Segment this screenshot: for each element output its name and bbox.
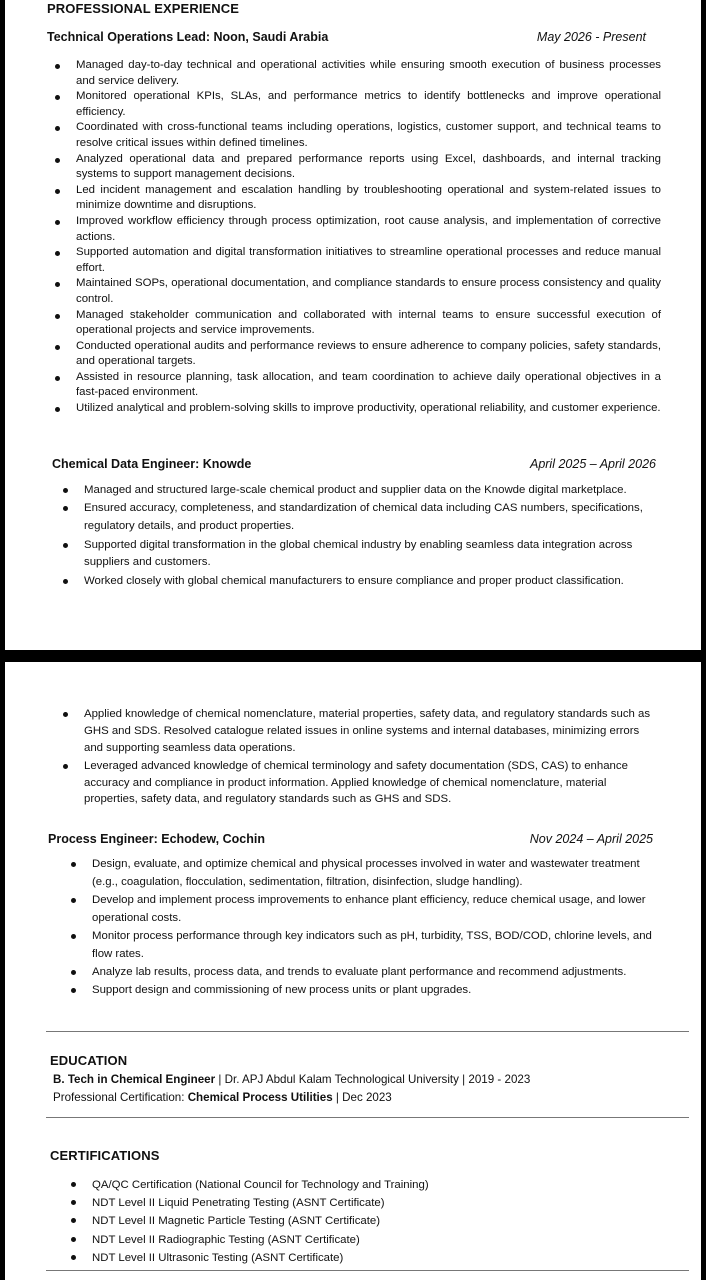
list-item (92, 892, 662, 928)
job-bullets-echodew (92, 856, 662, 1000)
job-title-noon: Technical Operations Lead: Noon, Saudi Arabia (47, 30, 329, 44)
bullet-icon (55, 251, 60, 256)
bullet-icon (55, 345, 60, 350)
bullet-text: Managed and structured large-scale chemical product and supplier data on the Knowde digital marketplace. (84, 484, 627, 496)
certification-text: NDT Level II Liquid Penetrating Testing (ASNT Certificate) (92, 1197, 385, 1210)
bullet-icon (63, 543, 68, 548)
divider (46, 1117, 689, 1118)
resume-page-2 (5, 662, 701, 1280)
list-item (76, 370, 661, 401)
bullet-text: Managed stakeholder communication and collaborated with internal teams to ensure successful execution of operational projects and service improvements. (76, 308, 661, 337)
bullet-text: Maintained SOPs, operational documentation, and compliance standards to ensure process consistency and quality control. (76, 277, 661, 305)
bullet-text: Worked closely with global chemical manufacturers to ensure compliance and proper product classification. (84, 574, 624, 587)
list-item (84, 573, 654, 591)
bullet-icon (63, 488, 68, 493)
list-item (84, 758, 659, 808)
bullet-icon (71, 1218, 76, 1223)
bullet-text: Applied knowledge of chemical nomenclature, material properties, safety data, and regulatory standards such as GHS and SDS. Resolved catalogue related issues in online systems and internal databases, minimizing errors and supporting seamless data operations. (84, 708, 651, 754)
list-item (84, 500, 654, 536)
bullet-icon (55, 314, 60, 319)
list-item (84, 706, 659, 756)
divider (46, 1270, 689, 1271)
certification-text: QA/QC Certification (National Council for Technology and Training) (92, 1179, 429, 1191)
certification-text: NDT Level II Radiographic Testing (ASNT Certificate) (92, 1233, 360, 1246)
job-date-noon: May 2026 - Present (536, 30, 646, 44)
bullet-text: Assisted in resource planning, task allocation, and team coordination to achieve daily operational objectives in a fast-paced environment. (76, 370, 661, 399)
certifications-list (92, 1176, 592, 1267)
bullet-icon (71, 862, 76, 867)
bullet-icon (55, 64, 60, 69)
bullet-text: Ensured accuracy, completeness, and standardization of chemical data including CAS numbers, specifications, regulatory details, and product properties. (84, 502, 643, 533)
list-item (76, 308, 661, 339)
list-item (76, 89, 661, 120)
list-item (76, 401, 661, 417)
bullet-icon (55, 126, 60, 131)
bullet-icon (55, 158, 60, 163)
education-certification-line (53, 1091, 392, 1104)
bullet-icon (55, 282, 60, 287)
list-item (76, 276, 661, 307)
list-item (76, 339, 661, 370)
job-bullets-knowde-continued (84, 706, 659, 810)
list-item (76, 245, 661, 276)
certification-name: Chemical Process Utilities (187, 1091, 333, 1104)
bullet-icon (71, 988, 76, 993)
list-item (76, 58, 661, 89)
education-degree-line (53, 1073, 530, 1086)
section-heading-experience: PROFESSIONAL EXPERIENCE (47, 1, 240, 16)
bullet-icon (55, 220, 60, 225)
bullet-text: Analyzed operational data and prepared performance reports using Excel, dashboards, and internal tracking systems to support management decisions. (76, 152, 661, 181)
certification-text: NDT Level II Magnetic Particle Testing (ASNT Certificate) (92, 1215, 381, 1228)
list-item (92, 856, 662, 892)
bullet-text: Develop and implement process improvements to enhance plant efficiency, reduce chemical usage, and lower operational costs. (92, 893, 646, 924)
certification-prefix: Professional Certification: (53, 1091, 188, 1104)
certification-text: NDT Level II Ultrasonic Testing (ASNT Certificate) (92, 1251, 344, 1264)
bullet-text: Utilized analytical and problem-solving skills to improve productivity, operational reliability, and customer experience. (76, 402, 661, 415)
list-item (92, 1249, 592, 1267)
degree-name: B. Tech in Chemical Engineer (53, 1073, 216, 1086)
bullet-icon (55, 407, 60, 412)
divider (46, 1031, 689, 1032)
certification-date: | Dec 2023 (332, 1091, 392, 1104)
list-item (84, 537, 654, 573)
job-bullets-noon (76, 58, 661, 417)
bullet-text: Support design and commissioning of new process units or plant upgrades. (92, 984, 472, 997)
bullet-icon (63, 764, 68, 769)
list-item (92, 964, 662, 982)
resume-page-1 (5, 0, 701, 650)
job-title-echodew: Process Engineer: Echodew, Cochin (48, 832, 265, 846)
list-item (92, 1231, 592, 1249)
bullet-text: Improved workflow efficiency through process optimization, root cause analysis, and implementation of corrective actions. (76, 214, 661, 243)
bullet-text: Monitored operational KPIs, SLAs, and performance metrics to identify bottlenecks and improve operational efficiency. (76, 90, 661, 118)
bullet-icon (71, 1182, 76, 1187)
bullet-icon (55, 376, 60, 381)
list-item (92, 982, 662, 1000)
bullet-icon (55, 189, 60, 194)
job-title-knowde: Chemical Data Engineer: Knowde (52, 457, 252, 471)
bullet-text: Analyze lab results, process data, and trends to evaluate plant performance and recommend adjustments. (92, 965, 627, 978)
list-item (92, 1212, 592, 1230)
bullet-icon (71, 1200, 76, 1205)
bullet-text: Monitor process performance through key indicators such as pH, turbidity, TSS, BOD/COD, chlorine levels, and flow rates. (92, 929, 652, 960)
bullet-text: Leveraged advanced knowledge of chemical terminology and safety documentation (SDS, CAS) to enhance accuracy and compliance in product information. Applied knowledge of chemical nomenclature, material properties, safety data, and regulatory standards such as GHS and SDS. (84, 759, 628, 806)
bullet-text: Supported automation and digital transformation initiatives to streamline operational processes and reduce manual effort. (76, 246, 661, 274)
bullet-text: Led incident management and escalation handling by troubleshooting operational and system-related issues to minimize downtime and disruptions. (76, 183, 661, 212)
bullet-icon (63, 579, 68, 584)
job-bullets-knowde (84, 482, 654, 591)
list-item (76, 120, 661, 151)
bullet-icon (71, 934, 76, 939)
bullet-text: Design, evaluate, and optimize chemical and physical processes involved in water and wastewater treatment (e.g., coagulation, flocculation, sedimentation, filtration, disinfection, sludge handling). (92, 858, 640, 888)
bullet-icon (71, 1237, 76, 1242)
list-item (76, 214, 661, 245)
bullet-icon (63, 712, 68, 717)
bullet-text: Managed day-to-day technical and operational activities while ensuring smooth execution of business processes and service delivery. (76, 59, 661, 87)
list-item (84, 482, 654, 500)
bullet-icon (55, 95, 60, 100)
list-item (76, 183, 661, 214)
section-heading-certifications: CERTIFICATIONS (50, 1148, 160, 1163)
bullet-icon (71, 1255, 76, 1260)
list-item (92, 1176, 592, 1194)
degree-details: | Dr. APJ Abdul Kalam Technological University | 2019 - 2023 (215, 1073, 531, 1086)
job-date-knowde: April 2025 – April 2026 (529, 457, 656, 471)
section-heading-education: EDUCATION (50, 1053, 128, 1068)
bullet-icon (63, 506, 68, 511)
list-item (92, 1194, 592, 1212)
bullet-text: Conducted operational audits and performance reviews to ensure adherence to company policies, safety standards, and operational targets. (76, 339, 661, 368)
job-date-echodew: Nov 2024 – April 2025 (529, 832, 653, 846)
list-item (92, 928, 662, 964)
list-item (76, 152, 661, 183)
bullet-icon (71, 898, 76, 903)
bullet-text: Supported digital transformation in the global chemical industry by enabling seamless data integration across suppliers and customers. (84, 538, 633, 569)
bullet-icon (71, 970, 76, 975)
bullet-text: Coordinated with cross-functional teams including operations, logistics, customer support, and technical teams to resolve critical issues within defined timelines. (76, 121, 661, 149)
